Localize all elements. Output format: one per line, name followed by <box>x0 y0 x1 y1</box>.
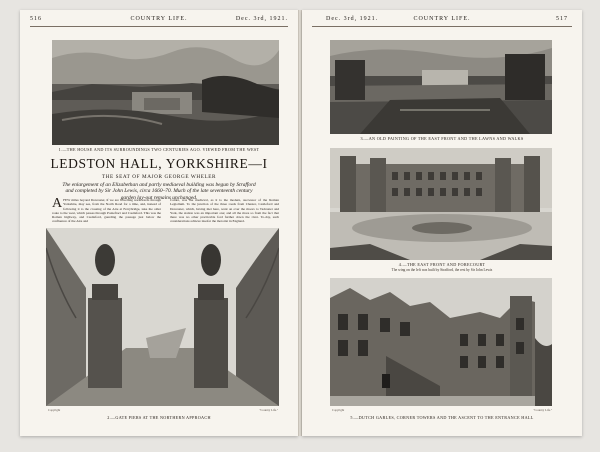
body-text-col2: Calder, was the medieval, as it is the modern, successor of the Roman Legiolium. To the junction of the three roads from Chester, Castleford and Doncaster, which, having met here, went on over the moors to Tadcaster and York, the station was an important one; and all the more so from the fact that there was no other practicable ford further down the river. To-day, such considerations achieve insofar the motorist in England. <box>170 198 279 224</box>
fig4-east-front-photo <box>330 148 552 260</box>
left-page-number: 516 <box>30 16 42 22</box>
right-header-rule <box>312 26 572 27</box>
fig5-caption: 5.—DUTCH GABLES, CORNER TOWERS AND THE ASCENT TO THE ENTRANCE HALL <box>350 415 534 420</box>
left-magazine-title: COUNTRY LIFE. <box>130 16 188 22</box>
fig2-gate-piers-photo <box>46 228 279 406</box>
body-column-2 <box>170 198 279 224</box>
left-issue-date: Dec. 3rd, 1921. <box>235 16 288 22</box>
fig5-dutch-gables-photo <box>330 278 552 406</box>
article-subtitle: THE SEAT OF MAJOR GEORGE WHELER <box>101 174 217 180</box>
fig3-caption: 3.—AN OLD PAINTING OF THE EAST FRONT AND THE LAWNS AND WALKS <box>360 136 524 141</box>
right-magazine-title: COUNTRY LIFE. <box>413 16 471 22</box>
right-page <box>302 10 582 436</box>
body-text-col1: FEW miles beyond Doncaster, if we are travelling northwards through Yorkshire, may see, from the North Road for a time, and, instead of following it to the crossing of the Aire at Ferrybridge, take the older route to the west, which passes through Pontefract and Castleford. This was the Roman highway, and Castleford, guarding the passage just below the confluence of the Aire and <box>52 198 161 224</box>
right-page-number: 517 <box>556 16 568 22</box>
article-intro: The enlargement of an Elizabethan and partly mediaeval building was begun by Strafford and completed by Sir John Lewis, circa 1660–70. Much of the late seventeenth century garden lay-out remains unchanged. <box>62 182 256 201</box>
left-page <box>20 10 298 436</box>
fig2-caption: 2.—GATE PIERS AT THE NORTHERN APPROACH <box>107 415 211 420</box>
fig1-caption: 1.—THE HOUSE AND ITS SURROUNDINGS TWO CENTURIES AGO. VIEWED FROM THE WEST <box>58 147 260 152</box>
fig2-credit-right: "Country Life." <box>259 408 278 412</box>
fig3-old-painting-photo <box>330 40 552 134</box>
fig2-credit-left: Copyright <box>48 408 61 412</box>
fig4-caption: 4.—THE EAST FRONT AND FORECOURT <box>398 262 486 267</box>
fig4-subcaption: The wing on the left was built by Strafford, the rest by Sir John Lewis <box>391 268 493 272</box>
left-header-rule <box>30 26 288 27</box>
fig5-credit-left: Copyright <box>332 408 345 412</box>
fig5-credit-right: "Country Life." <box>533 408 552 412</box>
body-column-1 <box>52 198 161 224</box>
fig1-painting-photo <box>52 40 279 145</box>
article-title: LEDSTON HALL, YORKSHIRE—I <box>50 156 268 171</box>
drop-cap: A <box>52 196 63 211</box>
right-issue-date: Dec. 3rd, 1921. <box>326 16 379 22</box>
